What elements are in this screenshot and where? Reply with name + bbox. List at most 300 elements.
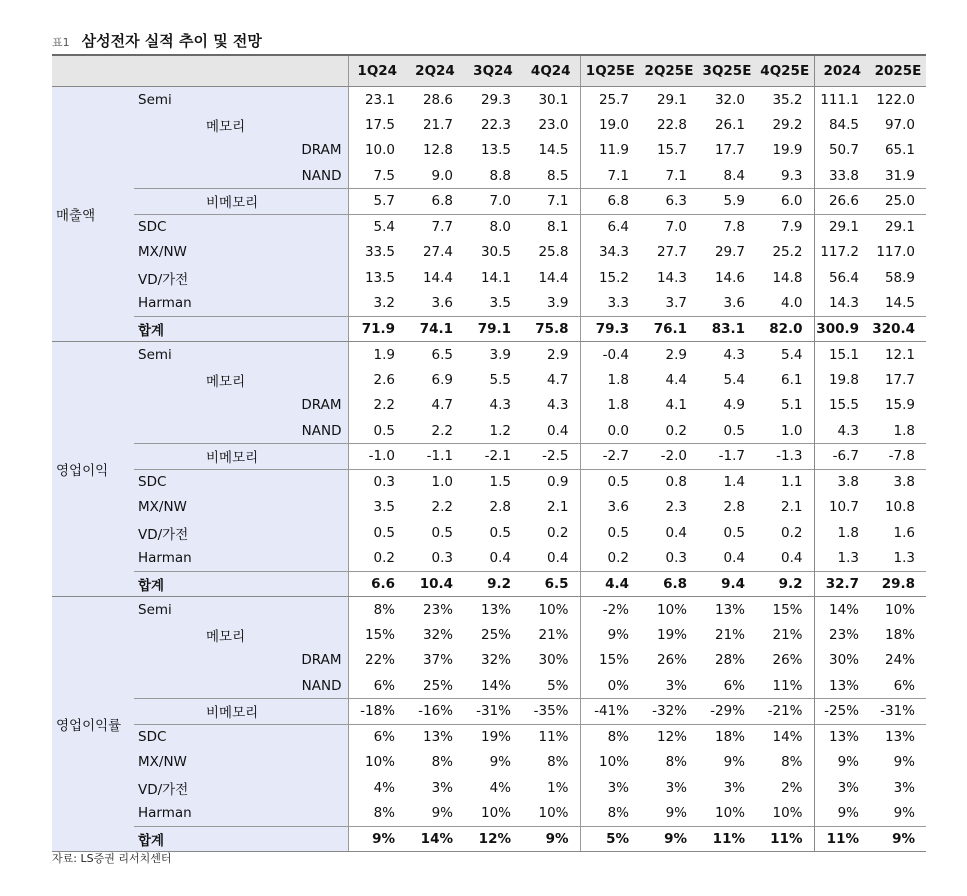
- value-cell: 23.0: [538, 116, 569, 133]
- value-cell: 14.4: [538, 269, 569, 286]
- value-cell: 1.9: [348, 342, 406, 368]
- value-cell: 3%: [431, 779, 453, 796]
- value-cell: 15.9: [884, 397, 915, 414]
- value-cell: 0.4: [723, 550, 745, 566]
- value-cell: 83.1: [698, 316, 756, 342]
- table-row: [52, 801, 926, 827]
- value-cell: 4%: [348, 775, 406, 801]
- value-cell: 15%: [348, 622, 406, 648]
- value-cell: 3.6: [580, 495, 640, 521]
- value-cell: 1.8: [893, 422, 915, 439]
- value-cell: 6.8: [580, 189, 640, 215]
- value-cell: 7.1: [522, 189, 580, 215]
- value-cell: 3.3: [580, 291, 640, 317]
- value-cell: 25.7: [580, 87, 640, 113]
- value-cell: 4.1: [665, 397, 687, 414]
- value-cell: 0.4: [781, 550, 803, 566]
- value-cell: 9%: [723, 754, 745, 771]
- value-cell: 25.0: [870, 189, 926, 215]
- table-row: [52, 775, 926, 801]
- table-row: [52, 495, 926, 521]
- value-cell: 79.3: [580, 316, 640, 342]
- value-cell: 8%: [348, 801, 406, 827]
- table-row: [52, 138, 926, 164]
- indent-cell: [134, 189, 204, 215]
- value-cell: 1.8: [580, 367, 640, 393]
- value-cell: 8%: [580, 724, 640, 750]
- value-cell: 7.7: [406, 214, 464, 240]
- value-cell: 9%: [893, 805, 915, 821]
- row-label: 비메모리: [204, 699, 348, 725]
- indent-cell: [134, 444, 204, 470]
- value-cell: 13%: [714, 601, 745, 618]
- row-label: 비메모리: [204, 189, 348, 215]
- table-row: [52, 342, 926, 368]
- value-cell: 26.6: [814, 189, 870, 215]
- value-cell: 34.3: [580, 240, 640, 266]
- value-cell: 30%: [538, 652, 569, 669]
- value-cell: 0.4: [665, 524, 687, 541]
- value-cell: 14%: [480, 677, 511, 694]
- value-cell: 10%: [348, 750, 406, 776]
- value-cell: 10.7: [814, 495, 870, 521]
- value-cell: 4.3: [814, 418, 870, 444]
- value-cell: 14.4: [422, 269, 453, 286]
- value-cell: 6.4: [580, 214, 640, 240]
- value-cell: 79.1: [464, 316, 522, 342]
- row-label: VD/가전: [134, 265, 348, 291]
- value-cell: 3.9: [489, 346, 511, 363]
- value-cell: 0.5: [580, 520, 640, 546]
- value-cell: 3.5: [348, 495, 406, 521]
- value-cell: 7.8: [698, 214, 756, 240]
- section-label: 영업이익: [52, 342, 134, 597]
- value-cell: 8%: [781, 754, 803, 771]
- value-cell: 11%: [698, 826, 756, 852]
- value-cell: 31.9: [884, 167, 915, 184]
- value-cell: 2.3: [665, 499, 687, 516]
- value-cell: 1.0: [781, 422, 803, 439]
- row-label: Harman: [134, 546, 348, 572]
- value-cell: 2.2: [431, 499, 453, 516]
- header-row: [52, 55, 926, 87]
- value-cell: 23.1: [348, 87, 406, 113]
- value-cell: 5.7: [348, 189, 406, 215]
- value-cell: 3%: [893, 779, 915, 796]
- value-cell: 75.8: [522, 316, 580, 342]
- value-cell: 9%: [814, 801, 870, 827]
- column-header: 2Q24: [406, 55, 464, 87]
- value-cell: 11%: [522, 724, 580, 750]
- table-row: [52, 265, 926, 291]
- value-cell: 65.1: [884, 142, 915, 159]
- value-cell: 17.5: [348, 112, 406, 138]
- value-cell: 10%: [656, 601, 687, 618]
- value-cell: 4.3: [723, 346, 745, 363]
- value-cell: 8%: [431, 754, 453, 771]
- value-cell: 15.7: [656, 142, 687, 159]
- value-cell: 0.5: [723, 422, 745, 439]
- value-cell: 23%: [422, 601, 453, 618]
- value-cell: 7.5: [348, 163, 406, 189]
- value-cell: 10.0: [348, 138, 406, 164]
- value-cell: 25.2: [772, 244, 803, 261]
- value-cell: 15.2: [580, 265, 640, 291]
- value-cell: 0.2: [547, 524, 569, 541]
- value-cell: 12%: [640, 724, 698, 750]
- value-cell: 23%: [814, 622, 870, 648]
- row-label: MX/NW: [134, 240, 348, 266]
- value-cell: 3%: [665, 677, 687, 694]
- value-cell: 15%: [772, 601, 803, 618]
- value-cell: 6%: [348, 724, 406, 750]
- value-cell: 29.1: [870, 214, 926, 240]
- value-cell: 1.8: [580, 393, 640, 419]
- value-cell: 37%: [422, 652, 453, 669]
- table-row: [52, 367, 926, 393]
- value-cell: 8.0: [464, 214, 522, 240]
- value-cell: 1%: [547, 779, 569, 796]
- value-cell: 13%: [870, 724, 926, 750]
- column-header: 2025E: [870, 55, 926, 87]
- column-header: 1Q24: [348, 55, 406, 87]
- value-cell: 8%: [348, 597, 406, 623]
- table-row: [52, 393, 926, 419]
- value-cell: 6%: [893, 677, 915, 694]
- value-cell: -7.8: [870, 444, 926, 470]
- value-cell: 6.8: [406, 189, 464, 215]
- value-cell: 29.7: [714, 244, 745, 261]
- value-cell: 4%: [489, 779, 511, 796]
- value-cell: 5.4: [781, 346, 803, 363]
- value-cell: 33.8: [814, 163, 870, 189]
- value-cell: 4.3: [489, 397, 511, 414]
- row-label: 메모리: [204, 112, 348, 138]
- value-cell: 21%: [538, 626, 569, 643]
- value-cell: 300.9: [814, 316, 870, 342]
- value-cell: 19.0: [580, 112, 640, 138]
- indent-cell: [134, 367, 204, 393]
- value-cell: 9%: [431, 805, 453, 821]
- value-cell: 11%: [772, 677, 803, 694]
- value-cell: 13.5: [480, 142, 511, 159]
- indent-cell: [134, 418, 276, 444]
- value-cell: 28%: [714, 652, 745, 669]
- value-cell: 29.1: [814, 214, 870, 240]
- value-cell: 0.5: [580, 469, 640, 495]
- value-cell: 21%: [772, 626, 803, 643]
- value-cell: 13%: [814, 673, 870, 699]
- value-cell: 5%: [547, 677, 569, 694]
- table-row: [52, 112, 926, 138]
- value-cell: 11%: [756, 826, 814, 852]
- value-cell: 1.1: [756, 469, 814, 495]
- value-cell: 12.8: [422, 142, 453, 159]
- value-cell: 13%: [480, 601, 511, 618]
- value-cell: 17.7: [714, 142, 745, 159]
- row-label: MX/NW: [134, 750, 348, 776]
- table-row: [52, 87, 926, 113]
- row-label: Harman: [134, 291, 348, 317]
- value-cell: 11.9: [580, 138, 640, 164]
- value-cell: 9.4: [698, 571, 756, 597]
- table-number: 표1: [52, 36, 70, 49]
- value-cell: 3%: [665, 779, 687, 796]
- value-cell: 320.4: [870, 316, 926, 342]
- value-cell: 3.7: [665, 295, 687, 311]
- value-cell: 3%: [814, 775, 870, 801]
- value-cell: 35.2: [772, 91, 803, 108]
- row-label: Semi: [134, 342, 348, 368]
- value-cell: 9%: [893, 754, 915, 771]
- value-cell: 14.5: [884, 295, 915, 311]
- table-row: [52, 597, 926, 623]
- value-cell: 9%: [640, 826, 698, 852]
- value-cell: -2.7: [580, 444, 640, 470]
- value-cell: 0.4: [547, 422, 569, 439]
- value-cell: 29.1: [656, 91, 687, 108]
- table-row: [52, 163, 926, 189]
- value-cell: 9.2: [464, 571, 522, 597]
- value-cell: 19%: [464, 724, 522, 750]
- value-cell: 11%: [814, 826, 870, 852]
- value-cell: 19%: [656, 626, 687, 643]
- value-cell: 4.9: [723, 397, 745, 414]
- value-cell: 3.8: [814, 469, 870, 495]
- section-label: 영업이익률: [52, 597, 134, 852]
- value-cell: 6.5: [522, 571, 580, 597]
- row-label: DRAM: [276, 648, 348, 674]
- row-label: VD/가전: [134, 775, 348, 801]
- row-label: NAND: [276, 673, 348, 699]
- value-cell: 25.8: [538, 244, 569, 261]
- value-cell: 10%: [580, 750, 640, 776]
- value-cell: 32%: [422, 626, 453, 643]
- value-cell: 10%: [772, 805, 803, 821]
- table-row: [52, 444, 926, 470]
- value-cell: 0.5: [431, 524, 453, 541]
- row-label: MX/NW: [134, 495, 348, 521]
- table-row: [52, 750, 926, 776]
- value-cell: 0.0: [580, 418, 640, 444]
- row-label: 합계: [134, 316, 348, 342]
- value-cell: 22.3: [480, 116, 511, 133]
- table-row: [52, 520, 926, 546]
- value-cell: 3.9: [547, 295, 569, 311]
- value-cell: -18%: [348, 699, 406, 725]
- value-cell: 84.5: [814, 112, 870, 138]
- value-cell: 0.2: [348, 546, 406, 572]
- table-row: [52, 469, 926, 495]
- value-cell: 15%: [580, 648, 640, 674]
- column-header: 2024: [814, 55, 870, 87]
- value-cell: 18%: [698, 724, 756, 750]
- section-label: 매출액: [52, 87, 134, 342]
- value-cell: 9%: [580, 622, 640, 648]
- value-cell: 6.1: [781, 371, 803, 388]
- value-cell: 24%: [884, 652, 915, 669]
- row-label: DRAM: [276, 138, 348, 164]
- value-cell: 10.8: [884, 499, 915, 516]
- value-cell: 7.0: [464, 189, 522, 215]
- value-cell: 50.7: [814, 138, 870, 164]
- value-cell: 9%: [522, 826, 580, 852]
- value-cell: 14.3: [656, 269, 687, 286]
- value-cell: 10%: [480, 805, 511, 821]
- value-cell: 33.5: [348, 240, 406, 266]
- value-cell: 9%: [870, 826, 926, 852]
- value-cell: 2.8: [489, 499, 511, 516]
- value-cell: 1.5: [464, 469, 522, 495]
- table-row: [52, 622, 926, 648]
- value-cell: 14%: [406, 826, 464, 852]
- value-cell: 1.6: [893, 524, 915, 541]
- value-cell: 3.2: [348, 291, 406, 317]
- value-cell: 22%: [348, 648, 406, 674]
- table-row: [52, 826, 926, 852]
- value-cell: -16%: [406, 699, 464, 725]
- value-cell: -35%: [522, 699, 580, 725]
- value-cell: 6.9: [431, 371, 453, 388]
- value-cell: 22.8: [656, 116, 687, 133]
- value-cell: 18%: [884, 626, 915, 643]
- value-cell: 4.7: [547, 371, 569, 388]
- indent-cell: [134, 622, 204, 648]
- value-cell: 0.4: [547, 550, 569, 566]
- value-cell: 28.6: [422, 91, 453, 108]
- value-cell: 0.2: [665, 422, 687, 439]
- table-row: [52, 546, 926, 572]
- row-label: NAND: [276, 163, 348, 189]
- table-caption: [52, 30, 262, 52]
- row-label: 합계: [134, 571, 348, 597]
- indent-cell: [134, 163, 276, 189]
- value-cell: -31%: [464, 699, 522, 725]
- value-cell: 7.1: [580, 163, 640, 189]
- value-cell: 0.5: [723, 524, 745, 541]
- indent-cell: [134, 138, 276, 164]
- indent-cell: [134, 648, 276, 674]
- value-cell: 6.8: [640, 571, 698, 597]
- value-cell: 5.9: [698, 189, 756, 215]
- indent-cell: [134, 112, 204, 138]
- table-body: [52, 87, 926, 852]
- value-cell: 4.4: [665, 371, 687, 388]
- value-cell: 30.5: [480, 244, 511, 261]
- row-label: Harman: [134, 801, 348, 827]
- value-cell: 6%: [723, 677, 745, 694]
- value-cell: -6.7: [814, 444, 870, 470]
- value-cell: 0.5: [348, 418, 406, 444]
- value-cell: 9%: [665, 805, 687, 821]
- value-cell: 122.0: [876, 91, 915, 108]
- value-cell: 19.9: [772, 142, 803, 159]
- value-cell: 8.5: [547, 167, 569, 184]
- value-cell: 14.3: [814, 291, 870, 317]
- value-cell: 2.2: [431, 422, 453, 439]
- value-cell: 76.1: [640, 316, 698, 342]
- value-cell: 14.1: [480, 269, 511, 286]
- value-cell: 6.3: [640, 189, 698, 215]
- row-label: DRAM: [276, 393, 348, 419]
- value-cell: 5%: [580, 826, 640, 852]
- value-cell: 15.5: [814, 393, 870, 419]
- value-cell: 21.7: [422, 116, 453, 133]
- value-cell: 12.1: [884, 346, 915, 363]
- value-cell: 17.7: [884, 371, 915, 388]
- table-row: [52, 724, 926, 750]
- value-cell: -2.1: [464, 444, 522, 470]
- value-cell: 29.3: [480, 91, 511, 108]
- value-cell: 26.1: [714, 116, 745, 133]
- row-label: 메모리: [204, 367, 348, 393]
- column-header: 3Q24: [464, 55, 522, 87]
- value-cell: 0.2: [781, 524, 803, 541]
- value-cell: -1.3: [756, 444, 814, 470]
- value-cell: -25%: [814, 699, 870, 725]
- value-cell: 5.4: [348, 214, 406, 240]
- value-cell: 71.9: [348, 316, 406, 342]
- value-cell: 0.3: [665, 550, 687, 566]
- value-cell: 5.1: [781, 397, 803, 414]
- value-cell: 4.7: [431, 397, 453, 414]
- row-label: Semi: [134, 597, 348, 623]
- value-cell: 9.0: [431, 167, 453, 184]
- value-cell: 6.6: [348, 571, 406, 597]
- value-cell: 8%: [665, 754, 687, 771]
- value-cell: 14.6: [714, 269, 745, 286]
- value-cell: 2.9: [547, 346, 569, 363]
- value-cell: 4.0: [781, 295, 803, 311]
- value-cell: 111.1: [814, 87, 870, 113]
- value-cell: 7.0: [640, 214, 698, 240]
- value-cell: 8.8: [489, 167, 511, 184]
- value-cell: 2.9: [665, 346, 687, 363]
- value-cell: 27.4: [422, 244, 453, 261]
- value-cell: 25%: [422, 677, 453, 694]
- column-header: 1Q25E: [580, 55, 640, 87]
- value-cell: 13.5: [348, 265, 406, 291]
- value-cell: 4.3: [547, 397, 569, 414]
- value-cell: 10%: [884, 601, 915, 618]
- column-header: 2Q25E: [640, 55, 698, 87]
- value-cell: -2.0: [640, 444, 698, 470]
- value-cell: 9%: [489, 754, 511, 771]
- table-row: [52, 571, 926, 597]
- table-row: [52, 214, 926, 240]
- indent-cell: [134, 673, 276, 699]
- value-cell: 97.0: [884, 116, 915, 133]
- value-cell: 14%: [756, 724, 814, 750]
- financial-table: [52, 54, 926, 852]
- value-cell: 2%: [781, 779, 803, 796]
- value-cell: 30%: [814, 648, 870, 674]
- source-note: 자료: LS증권 리서치센터: [52, 852, 172, 865]
- value-cell: 13%: [814, 724, 870, 750]
- table-row: [52, 648, 926, 674]
- value-cell: 9%: [348, 826, 406, 852]
- table-row: [52, 673, 926, 699]
- value-cell: -21%: [756, 699, 814, 725]
- value-cell: -32%: [640, 699, 698, 725]
- value-cell: 8%: [580, 801, 640, 827]
- row-label: SDC: [134, 724, 348, 750]
- value-cell: 26%: [772, 652, 803, 669]
- value-cell: 1.3: [893, 550, 915, 566]
- value-cell: 58.9: [884, 269, 915, 286]
- value-cell: 3.5: [489, 295, 511, 311]
- value-cell: 32.7: [814, 571, 870, 597]
